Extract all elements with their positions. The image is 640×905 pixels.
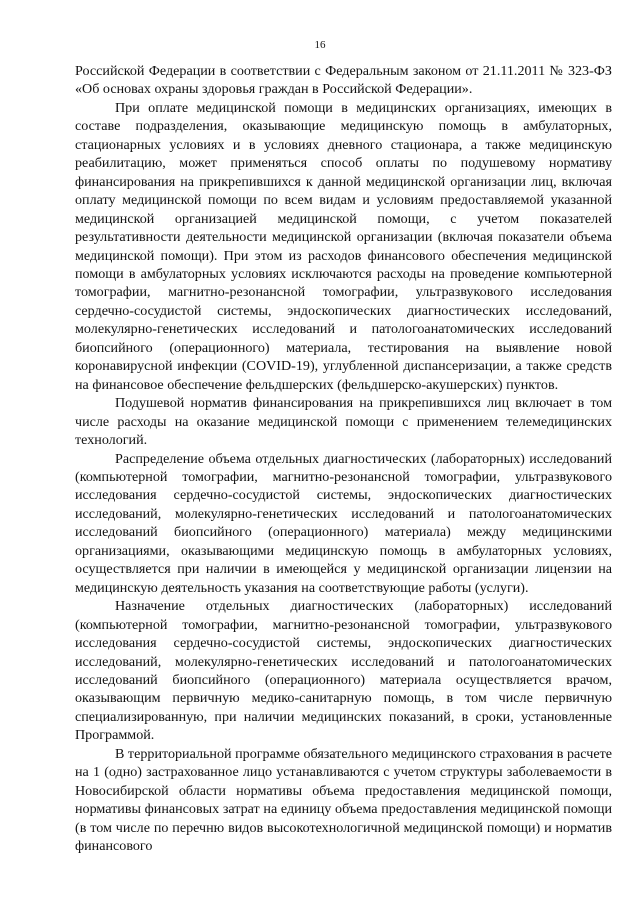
paragraph-volume-distribution: Распределение объема отдельных диагностических (лабораторных) исследований (компьютерной томографии, магнитно-резонансной томографии, ультразвукового исследования сердечно-сосудистой системы, эндоскопических диагностических исследований, молекулярно-генетических исследований и патологоанатомических исследований биопсийного (операционного) материала) между медицинскими организациями, оказывающими медицинскую помощь в амбулаторных условиях, осуществляется при наличии в имеющейся у медицинской организации лицензии на медицинскую деятельность указания на соответствующие работы (услуги). [75, 450, 612, 596]
paragraph-per-capita-norm: Подушевой норматив финансирования на прикрепившихся лиц включает в том числе расходы на оказание медицинской помощи с применением телемедицинских технологий. [75, 395, 612, 449]
paragraph-diagnostics-assignment: Назначение отдельных диагностических (лабораторных) исследований (компьютерной томографии, магнитно-резонансной томографии, ультразвукового исследования сердечно-сосудистой системы, эндоскопических диагностических исследований, молекулярно-генетических исследований и патологоанатомических исследований биопсийного (операционного) материала осуществляется врачом, оказывающим первичную медико-санитарную помощь, в том числе первичную специализированную, при наличии медицинских показаний, в сроки, установленные Программой. [75, 598, 612, 744]
paragraph-payment-method: При оплате медицинской помощи в медицинских организациях, имеющих в составе подразделения, оказывающие медицинскую помощь в амбулаторных, стационарных условиях и в условиях дневного стационара, а также медицинскую реабилитацию, может применяться способ оплаты по подушевому нормативу финансирования на прикрепившихся к данной медицинской организации лиц, включая оплату медицинской помощи по всем видам и условиям предоставляемой указанной медицинской организацией медицинской помощи, с учетом показателей результативности деятельности медицинской организации (включая показатели объема медицинской помощи). При этом из расходов финансового обеспечения медицинской помощи в амбулаторных условиях исключаются расходы на проведение компьютерной томографии, магнитно-резонансной томографии, ультразвукового исследования сердечно-сосудистой системы, эндоскопических диагностических исследований, молекулярно-генетических исследований и патологоанатомических исследований биопсийного (операционного) материала, тестирования на выявление новой коронавирусной инфекции (COVID-19), углубленной диспансеризации, а также средств на финансовое обеспечение фельдшерских (фельдшерско-акушерских) пунктов. [75, 99, 612, 393]
paragraph-territorial-program: В территориальной программе обязательного медицинского страхования в расчете на 1 (одно) застрахованное лицо устанавливаются с учетом структуры заболеваемости в Новосибирской области нормативы объема предоставления медицинской помощи, нормативы финансовых затрат на единицу объема предоставления медицинской помощи (в том числе по перечню видов высокотехнологичной медицинской помощи) и норматив финансового [75, 745, 612, 855]
document-body [75, 62, 612, 855]
page-number: 16 [314, 39, 326, 51]
paragraph-continuation: Российской Федерации в соответствии с Федеральным законом от 21.11.2011 № 323-ФЗ «Об основах охраны здоровья граждан в Российской Федерации». [75, 63, 612, 98]
